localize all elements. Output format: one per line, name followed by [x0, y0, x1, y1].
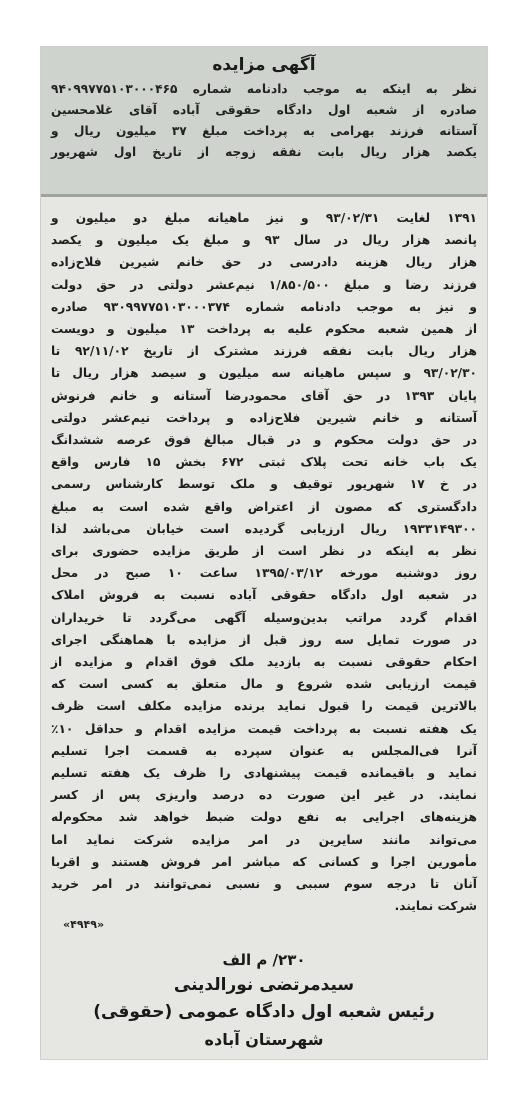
body-line: فرزند رضا و مبلغ ۱/۸۵۰/۵۰۰ نیم‌عشر دولتی در حق دولت	[51, 277, 477, 292]
body-line: دادگستری که مصون از اعتراض واقع شده است به مبلغ	[51, 499, 477, 514]
body-line: اقدام گردد مراتب بدین‌وسیله آگهی می‌گردد تا خریداران	[51, 610, 477, 625]
body-line: احکام حقوقی نسبت به بازدید ملک فوق اقدام و مزایده از	[51, 655, 477, 670]
header-line: آستانه فرزند بهرامی به پرداخت مبلغ ۳۷ میلیون ریال و	[51, 124, 477, 138]
body-line: مأمورین اجرا و کسانی که مباشر امر فروش هستند و اقربا	[51, 854, 477, 869]
header-line: نظر به اینکه به موجب دادنامه شماره ۹۴۰۹۹۷۷۵۱۰۳۰۰۰۴۶۵	[51, 82, 477, 96]
body-line: نظر به اینکه در نظر است از طریق مزایده حضوری برای	[51, 544, 477, 559]
signatory-name: سیدمرتضی نورالدینی	[173, 974, 355, 995]
body-line: بالاترین قیمت را قبول نماید برنده مزایده مکلف است ظرف	[51, 699, 477, 714]
body-text	[51, 207, 477, 918]
body-line: یک هفته نسبت به پرداخت قیمت مزایده اقدام و حداقل ۱۰٪	[51, 721, 477, 736]
body-line: آنرا فی‌المجلس به عنوان سپرده به قسمت اجرا تسلیم	[51, 743, 477, 758]
header-line: یکصد هزار ریال بابت نفقه زوجه از تاریخ اول شهریور	[51, 145, 477, 159]
reference-number: «۴۹۴۹»	[63, 917, 105, 931]
notice-header	[41, 47, 487, 197]
signatory-role: رئیس شعبه اول دادگاه عمومی (حقوقی)	[93, 1001, 435, 1022]
body-line: هزار ریال بابت نفقه فرزند مشترک از تاریخ ۹۲/۱۱/۰۲ تا	[51, 344, 477, 359]
body-line: در صورت تمایل سه روز قبل از مزایده با هماهنگی اجرای	[51, 632, 477, 647]
body-line: نمایند. در غیر این صورت ده درصد واریزی پس از کسر	[51, 788, 477, 803]
body-line: قیمت ارزیابی شده شروع و مال متعلق به کسی است که	[51, 677, 477, 692]
notice-code: ۲۳۰/ م الف	[222, 950, 306, 969]
body-line: از همین شعبه محکوم علیه به پرداخت ۱۳ میلیون و دویست	[51, 322, 477, 337]
newspaper-clipping	[40, 46, 488, 1060]
body-line: هزار ریال هزینه دادرسی در حق خانم شیرین فلاح‌زاده	[51, 255, 477, 270]
notice-body	[41, 197, 487, 1053]
body-line: روز دوشنبه مورخه ۱۳۹۵/۰۳/۱۲ ساعت ۱۰ صبح در محل	[51, 566, 478, 581]
body-line: یک باب خانه تحت پلاک ثبتی ۶۷۲ بخش ۱۵ فارس واقع	[51, 455, 478, 470]
body-line: پایان ۱۳۹۳ در حق آقای محمودرضا آستانه و خانم فرنوش	[51, 388, 478, 403]
body-line: در حق دولت محکوم و در قبال مبالغ فوق عرصه ششدانگ	[51, 433, 477, 448]
body-line: آستانه و خانم شیرین فلاح‌زاده و پرداخت نیم‌عشر دولتی	[51, 410, 477, 425]
header-line: صادره از شعبه اول دادگاه حقوقی آباده آقای غلامحسین	[51, 103, 477, 117]
body-line: در خ ۱۷ شهریور توقیف و ملک توسط کارشناس رسمی	[51, 477, 477, 492]
body-line: ۹۳/۰۲/۳۰ و سپس ماهیانه سه میلیون و سیصد هزار ریال تا	[51, 366, 477, 381]
notice-title: آگهی مزایده	[212, 55, 316, 75]
body-line: و نیز به موجب دادنامه شماره ۹۳۰۹۹۷۷۵۱۰۳۰۰۰۳۷۴ صادره	[51, 299, 477, 314]
signature-block	[51, 948, 477, 1053]
body-line: هزینه‌های اجرایی به نفع دولت ضبط خواهد شد محکوم‌له	[51, 810, 477, 825]
header-text	[51, 79, 477, 163]
body-line: نماید و باقیمانده قیمت پیشنهادی را ظرف یک هفته تسلیم	[51, 766, 477, 781]
body-line: شرکت نمایند.	[394, 899, 477, 914]
body-line: آنان تا درجه سوم سببی و نسبی نمی‌توانند در امر خرید	[51, 877, 477, 892]
body-line: ۱۹۳۳۱۴۹۳۰۰ ریال ارزیابی گردیده است خیابان می‌باشد لذا	[51, 521, 477, 536]
signatory-city: شهرستان آباده	[204, 1029, 324, 1049]
body-line: پانصد هزار ریال در سال ۹۳ و مبلغ یک میلیون و یکصد	[51, 233, 477, 248]
body-line: ۱۳۹۱ لغایت ۹۳/۰۲/۳۱ و نیز ماهیانه مبلغ دو میلیون و	[51, 211, 477, 225]
body-line: در شعبه اول دادگاه حقوقی آباده نسبت به فروش املاک	[51, 588, 477, 603]
body-line: می‌تواند مانند سایرین در امر مزایده شرکت نماید اما	[51, 832, 477, 847]
